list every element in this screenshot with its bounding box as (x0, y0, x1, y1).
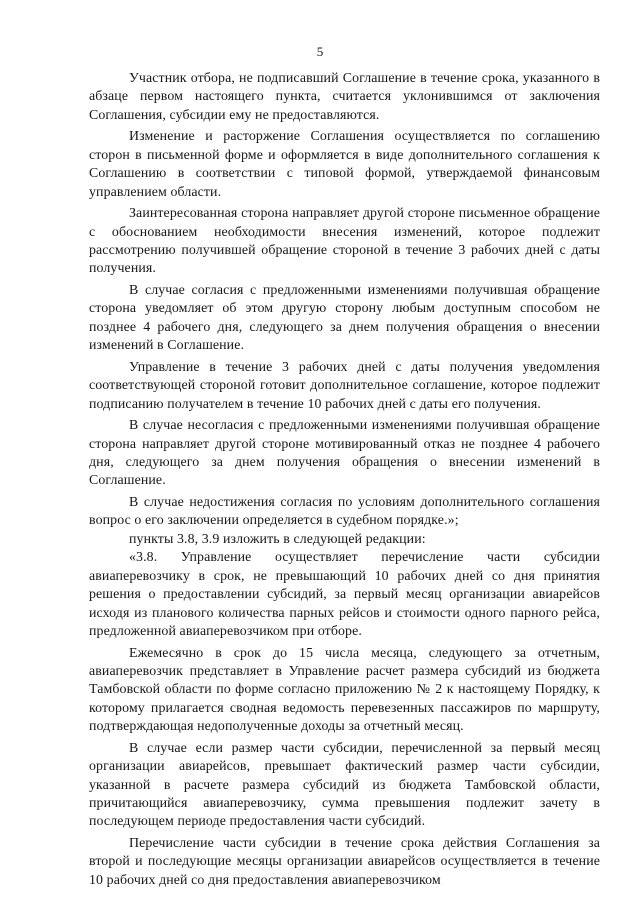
paragraph-9: «3.8. Управление осуществляет перечисление части субсидии авиаперевозчику в срок, не превышающий 10 рабочих дней со дня принятия решения о предоставлении субсидий, за первый месяц организации авиарейсов исходя из планового количества парных рейсов и стоимости одного парного рейса, предложенной авиаперевозчиком при отборе. (89, 550, 600, 639)
paragraph-3: Заинтересованная сторона направляет другой стороне письменное обращение с обоснованием необходимости внесения изменений, которое подлежит рассмотрению получившей обращение стороной в течение 3 рабочих дней с даты получения. (89, 206, 600, 277)
document-body (89, 70, 600, 893)
paragraph-7: В случае недостижения согласия по условиям дополнительного соглашения вопрос о его заключении определяется в судебном порядке.»; (89, 495, 600, 529)
paragraph-5: Управление в течение 3 рабочих дней с даты получения уведомления соответствующей стороной готовит дополнительное соглашение, которое подлежит подписанию получателем в течение 10 рабочих дней с даты его получения. (89, 359, 600, 412)
paragraph-11: В случае если размер части субсидии, перечисленной за первый месяц организации авиарейсов, превышает фактический размер части субсидии, указанной в расчете размера субсидий из бюджета Тамбовской области, причитающийся авиаперевозчику, сумма превышения подлежит зачету в последующем периоде предоставления части субсидий. (89, 740, 600, 830)
paragraph-10: Ежемесячно в срок до 15 числа месяца, следующего за отчетным, авиаперевозчик представляет в Управление расчет размера субсидий из бюджета Тамбовской области по форме согласно приложению № 2 к настоящему Порядку, к которому прилагается сводная ведомость перевезенных пассажиров по маршруту, подтверждающая недополученные доходы за отчетный месяц. (89, 645, 600, 735)
paragraph-4: В случае согласия с предложенными изменениями получившая обращение сторона уведомляет об этом другую сторону любым доступным способом не позднее 4 рабочего дня, следующего за днем получения обращения о внесении изменений в Соглашение. (89, 283, 600, 354)
paragraph-8: пункты 3.8, 3.9 изложить в следующей редакции: (129, 531, 426, 547)
paragraph-6: В случае несогласия с предложенными изменениями получившая обращение сторона направляет другой стороне мотивированный отказ не позднее 4 рабочего дня, следующего за днем получения обращения о внесении изменений в Соглашение. (89, 418, 600, 489)
paragraph-1: Участник отбора, не подписавший Соглашение в течение срока, указанного в абзаце первом настоящего пункта, считается уклонившимся от заключения Соглашения, субсидии ему не предоставляются. (89, 71, 600, 123)
paragraph-2: Изменение и расторжение Соглашения осуществляется по соглашению сторон в письменной форме и оформляется в виде дополнительного соглашения к Соглашению в соответствии с типовой формой, утверждаемой финансовым управлением области. (89, 129, 600, 200)
paragraph-12: Перечисление части субсидии в течение срока действия Соглашения за второй и последующие месяцы организации авиарейсов осуществляется в течение 10 рабочих дней со дня предоставления авиаперевозчиком (89, 835, 600, 888)
page-number: 5 (316, 44, 324, 59)
